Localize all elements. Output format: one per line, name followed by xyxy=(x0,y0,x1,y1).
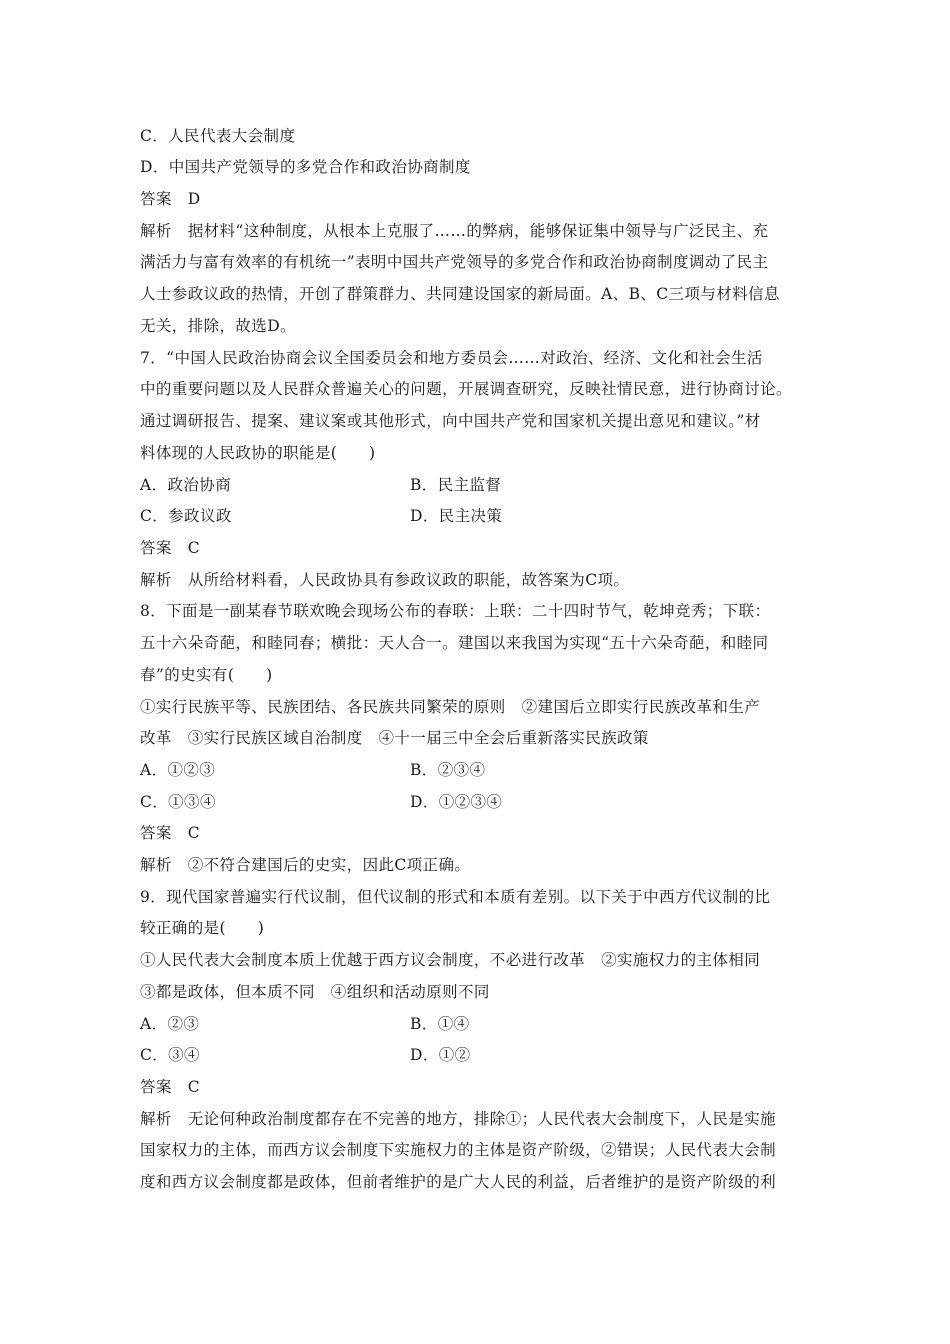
answer-9: 答案 C xyxy=(140,1078,200,1096)
analysis-9-line-1: 解析 无论何种政治制度都存在不完善的地方，排除①；人民代表大会制度下，人民是实施 xyxy=(140,1110,777,1128)
question-8-line-3: 春”的史实有( ) xyxy=(140,666,273,684)
question-8-options-cd xyxy=(140,792,820,812)
question-7-line-3: 通过调研报告、提案、建议案或其他形式，向中国共产党和国家机关提出意见和建议。”材 xyxy=(140,412,761,430)
question-8-line-2: 五十六朵奇葩，和睦同春；横批：天人合一。建国以来我国为实现“五十六朵奇葩，和睦同 xyxy=(140,634,769,652)
analysis-9-line-3: 度和西方议会制度都是政体，但前者维护的是广大人民的利益，后者维护的是资产阶级的利 xyxy=(140,1173,777,1191)
option-c: C．参政议政 xyxy=(140,507,232,525)
question-8-statements-1: ①实行民族平等、民族团结、各民族共同繁荣的原则 ②建国后立即实行民族改革和生产 xyxy=(140,698,761,716)
option-a: A．①②③ xyxy=(140,761,216,779)
question-7-line-1: 7．“中国人民政治协商会议全国委员会和地方委员会……对政治、经济、文化和社会生活 xyxy=(140,349,763,367)
question-8-line-1: 8．下面是一副某春节联欢晚会现场公布的春联：上联：二十四时节气，乾坤竞秀；下联： xyxy=(140,602,771,620)
option-d: D．民主决策 xyxy=(410,507,503,525)
answer-8: 答案 C xyxy=(140,824,200,842)
option-d: D．①②③④ xyxy=(410,793,503,811)
question-9-statements-2: ③都是政体，但本质不同 ④组织和活动原则不同 xyxy=(140,983,490,1001)
option-c: C．①③④ xyxy=(140,793,216,811)
option-d-prev: D．中国共产党领导的多党合作和政治协商制度 xyxy=(140,158,471,176)
question-9-options-cd xyxy=(140,1045,820,1065)
analysis-6-line-2: 满活力与富有效率的有机统一”表明中国共产党领导的多党合作和政治协商制度调动了民主 xyxy=(140,253,769,271)
option-a: A．政治协商 xyxy=(140,476,232,494)
question-9-line-2: 较正确的是( ) xyxy=(140,919,265,937)
question-8-options-ab xyxy=(140,760,820,780)
question-8-statements-2: 改革 ③实行民族区域自治制度 ④十一届三中全会后重新落实民族政策 xyxy=(140,729,649,747)
analysis-6-line-1: 解析 据材料“这种制度，从根本上克服了……的弊病，能够保证集中领导与广泛民主、充 xyxy=(140,222,769,240)
question-7-options-ab xyxy=(140,475,820,495)
option-c-prev: C．人民代表大会制度 xyxy=(140,127,296,145)
question-7-options-cd xyxy=(140,506,820,526)
analysis-9-line-2: 国家权力的主体，而西方议会制度下实施权力的主体是资产阶级，②错误；人民代表大会制 xyxy=(140,1141,777,1159)
analysis-7: 解析 从所给材料看，人民政协具有参政议政的职能，故答案为C项。 xyxy=(140,571,630,589)
analysis-6-line-3: 人士参政议政的热情，开创了群策群力、共同建设国家的新局面。A、B、C三项与材料信息 xyxy=(140,285,780,303)
option-a: A．②③ xyxy=(140,1015,200,1033)
answer-7: 答案 C xyxy=(140,539,200,557)
option-b: B．①④ xyxy=(410,1015,470,1033)
question-9-options-ab xyxy=(140,1014,820,1034)
question-7-line-2: 中的重要问题以及人民群众普遍关心的问题，开展调查研究，反映社情民意，进行协商讨论。 xyxy=(140,380,792,398)
option-c: C．③④ xyxy=(140,1046,200,1064)
question-9-line-1: 9．现代国家普遍实行代议制，但代议制的形式和本质有差别。以下关于中西方代议制的比 xyxy=(140,888,771,906)
analysis-6-line-4: 无关，排除，故选D。 xyxy=(140,317,296,335)
option-b: B．民主监督 xyxy=(410,476,502,494)
analysis-8: 解析 ②不符合建国后的史实，因此C项正确。 xyxy=(140,856,471,874)
option-b: B．②③④ xyxy=(410,761,486,779)
answer-6: 答案 D xyxy=(140,190,201,208)
option-d: D．①② xyxy=(410,1046,471,1064)
question-7-line-4: 料体现的人民政协的职能是( ) xyxy=(140,444,376,462)
question-9-statements-1: ①人民代表大会制度本质上优越于西方议会制度，不必进行改革 ②实施权力的主体相同 xyxy=(140,951,761,969)
